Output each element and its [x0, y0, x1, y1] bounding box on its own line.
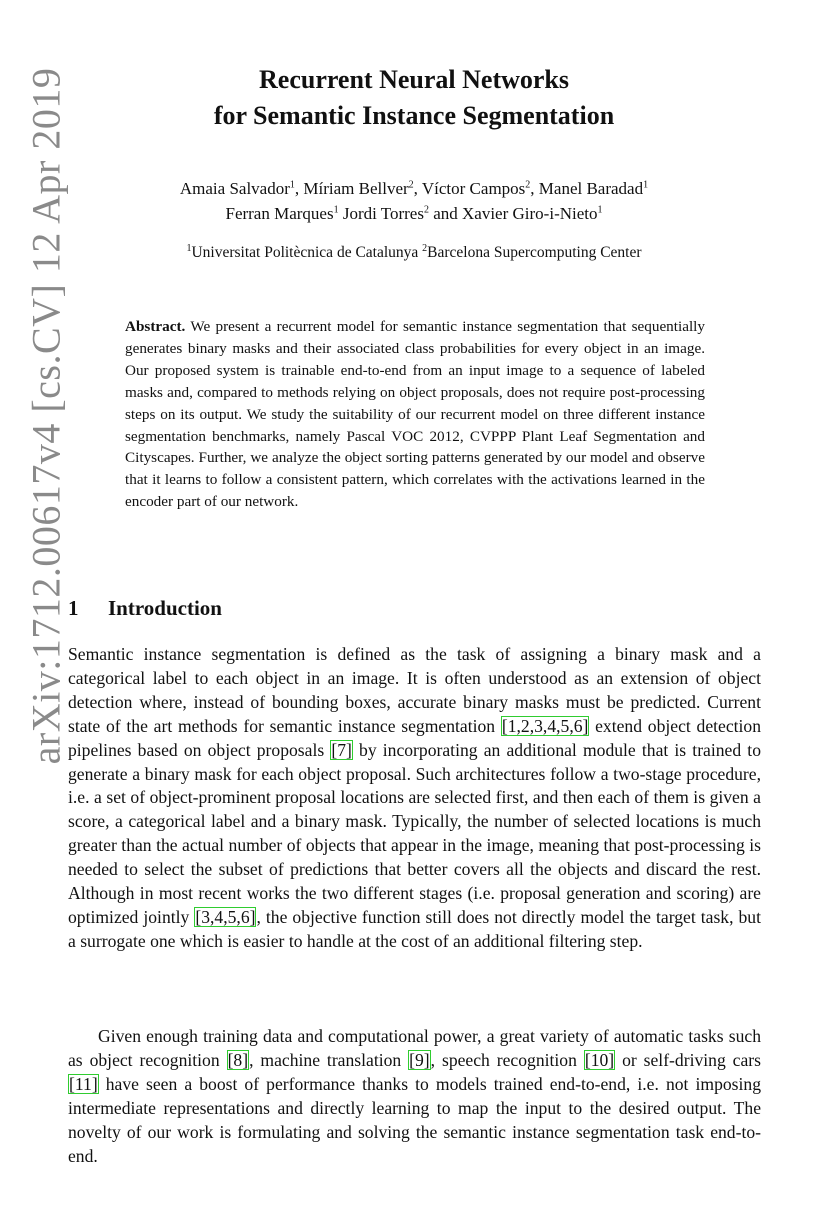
- author-name: Víctor Campos: [421, 179, 526, 198]
- citation-link[interactable]: [1,2,3,4,5,6]: [501, 715, 589, 736]
- paragraph-text: extend object detection pipelines based on object proposals: [68, 715, 761, 760]
- affiliations: [100, 242, 728, 264]
- paragraph-text: , the objective function still does not directly model the target task, but a surrogate one which is easier to handle at the cost of an additional filtering step.: [68, 906, 761, 951]
- paragraph-text: have seen a boost of performance thanks to models trained end-to-end, i.e. not imposing intermediate representations and directly learning to map the input to the desired output. The novelty of our work is formulating and solving the semantic instance segmentation task end-to-end.: [68, 1073, 761, 1166]
- citation-number: 7: [337, 739, 347, 760]
- author-name: Manel Baradad: [538, 179, 644, 198]
- citation-number: 6: [573, 715, 583, 736]
- citation-link[interactable]: [7]: [331, 739, 352, 760]
- citation-number: 3: [534, 715, 543, 736]
- citation-number: 11: [74, 1073, 92, 1094]
- author-name: Amaia Salvador: [179, 179, 290, 198]
- citation-link[interactable]: [8]: [227, 1049, 249, 1070]
- citation-number: 2: [520, 715, 530, 736]
- abstract-text: We present a recurrent model for semantic instance segmentation that sequentially generates binary masks and their associated class probabilities for every object in an image. Our proposed system is trainable end-to-end from an input image to a sequence of labeled masks and, compared to methods relying on object proposals, does not require post-processing steps on its output. We study the suitability of our recurrent model on three different instance segmentation benchmarks, namely Pascal VOC 2012, CVPPP Plant Leaf Segmentation and Cityscapes. Further, we analyze the object sorting patterns generated by our model and observe that it learns to follow a consistent pattern, which correlates with the activations learned in the encoder part of our network.: [125, 318, 705, 511]
- citation-number: 5: [227, 906, 237, 927]
- paragraph-text: Semantic instance segmentation is defined as the task of assigning a binary mask and a categorical label to each object in an image. It is often understood as an extension of object detection where, instead of bounding boxes, accurate binary masks must be predicted. Current state of the art methods for semantic instance segmentation: [68, 644, 761, 736]
- citation-link[interactable]: [10]: [584, 1049, 615, 1070]
- affiliation-marker: 2: [423, 204, 429, 216]
- affiliation-marker: 1: [643, 179, 649, 191]
- paragraph-text: , machine translation: [249, 1049, 409, 1070]
- author-name: Míriam Bellver: [303, 179, 409, 198]
- affiliation-name: Universitat Politècnica de Catalunya: [191, 244, 419, 261]
- affiliation-marker: 1: [333, 204, 339, 216]
- section-heading: [68, 594, 222, 622]
- title-line-2: for Semantic Instance Segmentation: [213, 101, 615, 130]
- intro-paragraph-1: [68, 643, 761, 954]
- citation-number: 9: [414, 1049, 424, 1070]
- citation-number: 8: [233, 1049, 243, 1070]
- arxiv-identifier-text: arXiv:1712.00617v4 [cs.CV] 12 Apr 2019: [23, 67, 69, 765]
- section-number: 1: [68, 596, 79, 620]
- citation-number: 6: [240, 906, 250, 927]
- affiliation-marker: 1: [597, 204, 603, 216]
- paragraph-text: , speech recognition: [430, 1049, 584, 1070]
- affiliation-marker: 2: [525, 179, 531, 191]
- author-name: Xavier Giro-i-Nieto: [462, 204, 598, 223]
- author-name: Ferran Marques: [225, 204, 334, 223]
- section-title: Introduction: [108, 596, 222, 620]
- affiliation-name: Barcelona Supercomputing Center: [427, 244, 642, 261]
- abstract-label: Abstract.: [125, 318, 186, 335]
- paragraph-text: by incorporating an additional module that is trained to generate a binary mask for each object proposal. Such architectures follow a two-stage procedure, i.e. a set of object-prominent proposal locations are selected first, and then each of them is given a score, a categorical label and a binary mask. Typically, the number of selected locations is much greater than the actual number of objects that appear in the image, meaning that post-processing is needed to select the subset of predictions that better covers all the objects and discard the rest. Although in most recent works the two different stages (i.e. proposal generation and scoring) are optimized jointly: [68, 739, 761, 927]
- citation-link[interactable]: [11]: [69, 1073, 98, 1094]
- citation-number: 5: [560, 715, 570, 736]
- affiliation-marker: 1: [186, 242, 192, 254]
- citation-link[interactable]: [9]: [409, 1049, 430, 1070]
- author-list: Amaia Salvador$^1$, Míriam Bellver$^2$, Víctor Campos$^2$, Manel Baradad$^1$ Ferran Marques$^1$ Jordi Torres$^2$ and Xavier Giro-i-Nieto$^1$: [179, 179, 649, 223]
- citation-number: 3: [201, 906, 210, 927]
- intro-paragraph-2: [68, 1025, 761, 1168]
- citation-number: 10: [590, 1049, 609, 1070]
- affiliation-marker: 2: [408, 179, 414, 191]
- citation-number: 1: [507, 715, 517, 736]
- author-name: Jordi Torres: [342, 204, 424, 223]
- citation-link[interactable]: [3,4,5,6]: [195, 906, 256, 927]
- paragraph-text: or self-driving cars: [615, 1049, 761, 1070]
- affiliation-marker: 1: [289, 179, 295, 191]
- paper-title: [150, 62, 678, 134]
- arxiv-identifier-stamp: [22, 66, 70, 766]
- citation-number: 4: [214, 906, 224, 927]
- paragraph-text: Given enough training data and computational power, a great variety of automatic tasks such as object recognition: [68, 1026, 761, 1070]
- abstract: [125, 316, 705, 513]
- affiliation-marker: 2: [422, 242, 428, 254]
- citation-number: 4: [547, 715, 557, 736]
- author-conjunction: and: [433, 204, 458, 223]
- title-line-1: Recurrent Neural Networks: [259, 65, 569, 94]
